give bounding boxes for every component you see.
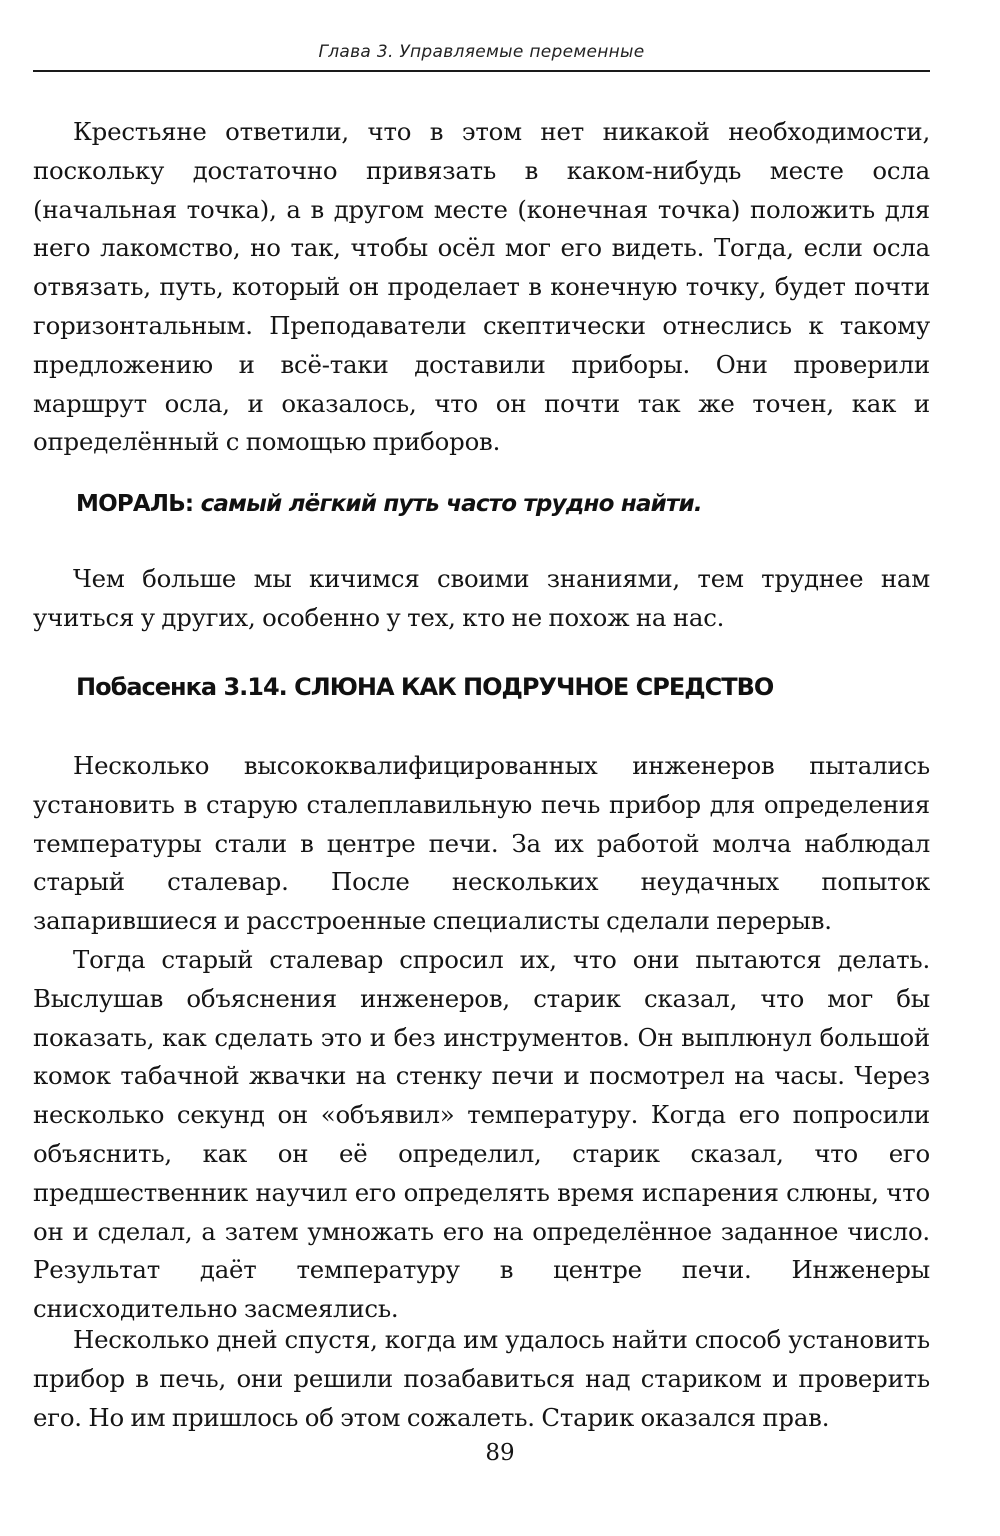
- paragraph-donkey-path: Крестьяне ответили, что в этом нет никакой необходимости, поскольку достаточно привязать в каком-нибудь месте осла (начальная точка), а в другом месте (конечная точка) положить для него лакомство, но так, чтобы осёл мог его видеть. Тогда, если осла отвязать, путь, который он проделает в конечную точку, будет почти горизонтальным. Преподаватели скептически отнеслись к такому предложению и всё-таки доставили приборы. Они проверили маршрут осла, и оказалось, что он почти так же точен, как и определённый с помощью приборов.: [33, 117, 930, 457]
- paragraph-engineers: Несколько высококвалифицированных инженеров пытались установить в старую сталеплавильную печь прибор для определения температуры стали в центре печи. За их работой молча наблюдал старый сталевар. После нескольких неудачных попыток запарившиеся и расстроенные специалисты сделали перерыв.: [33, 751, 930, 936]
- paragraph-knowledge: Чем больше мы кичимся своими знаниями, тем труднее нам учиться у других, особенно у тех, кто не похож на нас.: [33, 564, 930, 632]
- paragraph-steelworker: Тогда старый сталевар спросил их, что они пытаются делать. Выслушав объяснения инженеров, старик сказал, что мог бы показать, как сделать это и без инструментов. Он выплюнул большой комок табачной жвачки на стенку печи и посмотрел на часы. Через несколько секунд он «объявил» температуру. Когда его попросили объяснить, как он её определил, старик сказал, что его предшественник научил его определять время испарения слюны, что он и сделал, а затем умножать его на определённое заданное число. Результат даёт температуру в центре печи. Инженеры снисходительно засмеялись.: [33, 945, 930, 1324]
- header-rule: [33, 70, 930, 72]
- paragraph-ending: Несколько дней спустя, когда им удалось найти способ установить прибор в печь, они решили позабавиться над стариком и проверить его. Но им пришлось об этом сожалеть. Старик оказался прав.: [33, 1325, 930, 1432]
- moral-line: [76, 491, 702, 517]
- moral-text: самый лёгкий путь часто трудно найти.: [200, 491, 702, 517]
- moral-label: МОРАЛЬ:: [76, 491, 194, 517]
- section-title: Побасенка 3.14. СЛЮНА КАК ПОДРУЧНОЕ СРЕДСТВО: [76, 673, 774, 701]
- running-header-title: Глава 3. Управляемые переменные: [318, 42, 645, 62]
- page-number: 89: [485, 1440, 515, 1466]
